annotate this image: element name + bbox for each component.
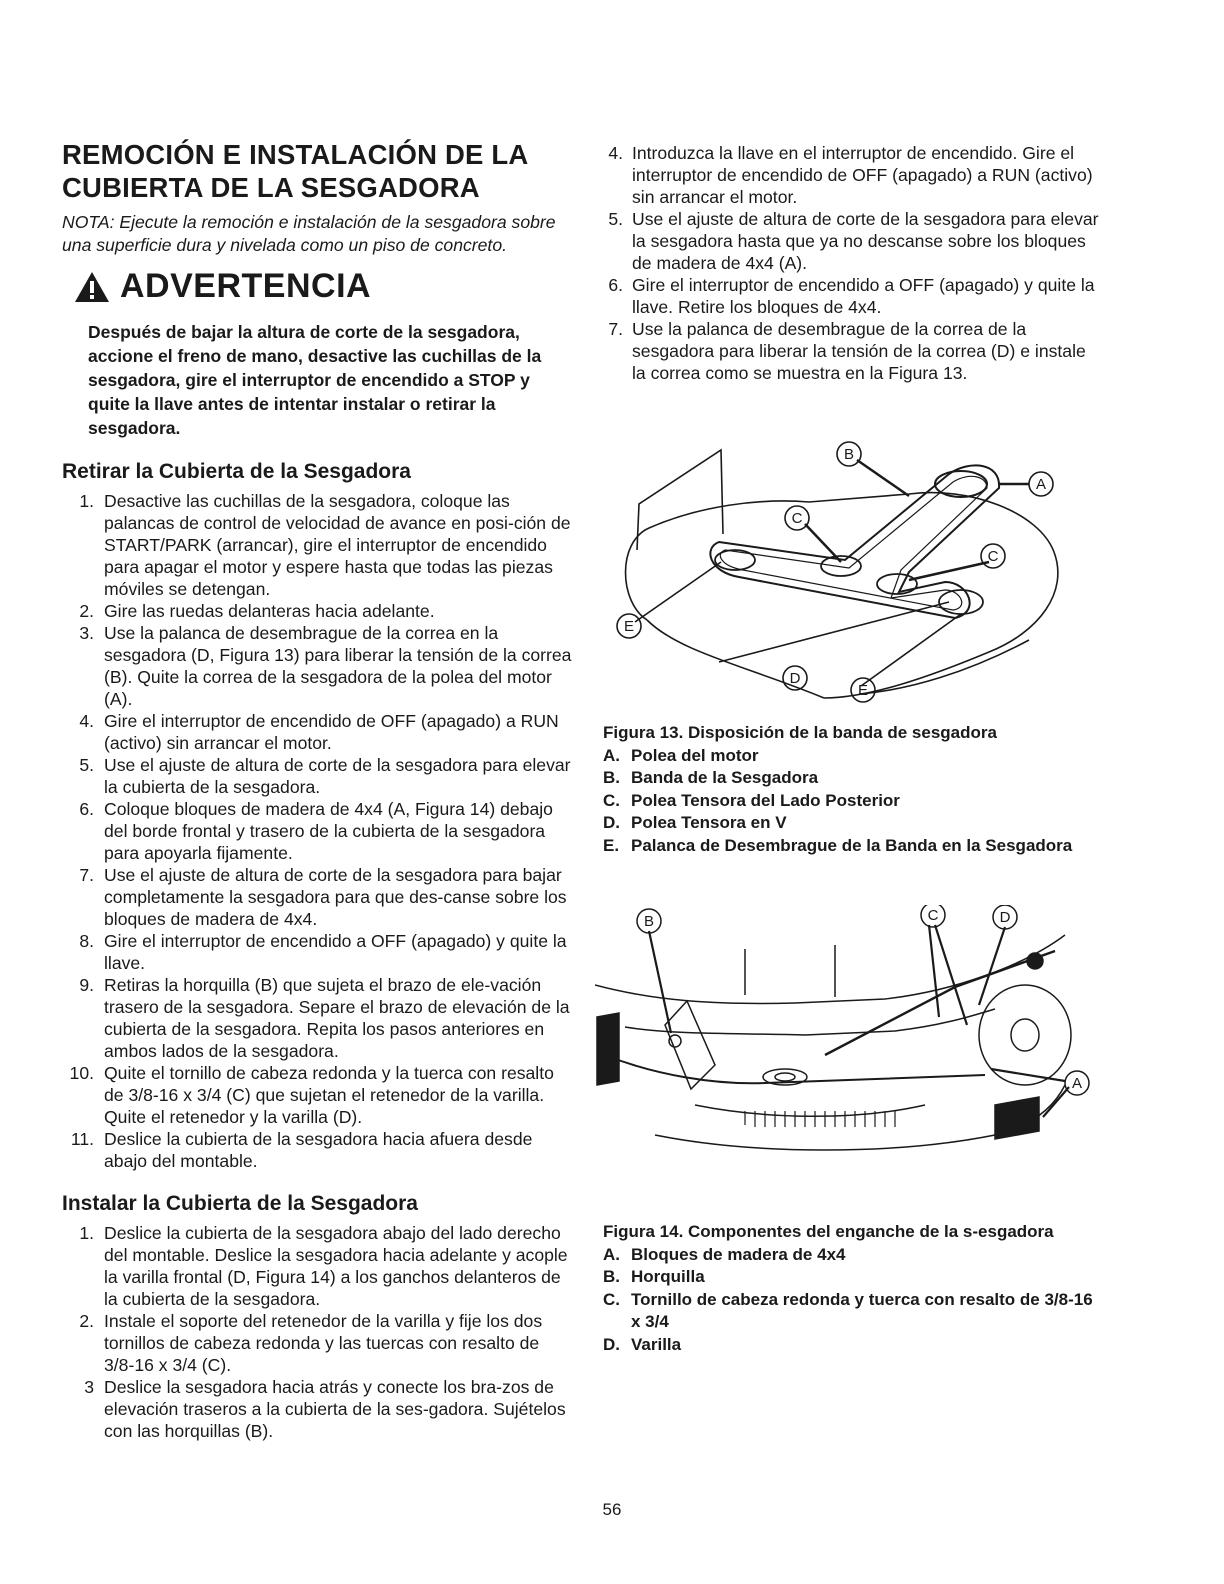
- list-item: 4. Gire el interruptor de encendido de OFF (apagado) a RUN (activo) sin arrancar el motor.: [79, 711, 559, 753]
- list-item: 9. Retiras la horquilla (B) que sujeta el brazo de ele-vación trasero de la sesgadora. Separe el brazo de elevación de la cubierta de la sesgadora. Repita los pasos anteriores en ambos lados de la sesgadora.: [79, 975, 570, 1061]
- left-column: [62, 138, 574, 1442]
- instalar-steps-continued: [603, 142, 1103, 384]
- list-item: D. Polea Tensora en V: [603, 813, 787, 832]
- figure-13-legend: [603, 745, 1103, 858]
- page-title: REMOCIÓN E INSTALACIÓN DE LA CUBIERTA DE LA SESGADORA: [62, 139, 528, 203]
- fig14-callout-a: A: [1071, 1075, 1083, 1092]
- list-item: B. Banda de la Sesgadora: [603, 768, 819, 787]
- nota-text: NOTA: Ejecute la remoción e instalación de la sesgadora sobre una superficie dura y nivelada como un piso de concreto.: [62, 212, 556, 255]
- list-item: 10. Quite el tornillo de cabeza redonda y la tuerca con resalto de 3/8-16 x 3/4 (C) que sujetan el retenedor de la varilla. Quite el retenedor y la varilla (D).: [69, 1063, 554, 1127]
- list-item: 6. Coloque bloques de madera de 4x4 (A, Figura 14) debajo del borde frontal y trasero de la cubierta de la sesgadora para apoyarla fijamente.: [79, 799, 553, 863]
- figure-13-belt-diagram: [609, 422, 1089, 722]
- warning-text: Después de bajar la altura de corte de la sesgadora, accione el freno de mano, desactive las cuchillas de la sesgadora, gire el interruptor de encendido a STOP y quite la llave antes de intentar instalar o retirar la sesgadora.: [88, 322, 542, 438]
- list-item: 8. Gire el interruptor de encendido a OFF (apagado) y quite la llave.: [79, 931, 567, 973]
- list-item: E. Palanca de Desembrague de la Banda en la Sesgadora: [603, 835, 1073, 855]
- instalar-heading: Instalar la Cubierta de la Sesgadora: [62, 1192, 418, 1215]
- list-item: 2. Gire las ruedas delanteras hacia adelante.: [79, 601, 435, 621]
- page-number: 56: [602, 1500, 622, 1519]
- list-item: C. Tornillo de cabeza redonda y tuerca con resalto de 3/8-16 x 3/4: [603, 1289, 1093, 1331]
- list-item: 3. Use la palanca de desembrague de la correa en la sesgadora (D, Figura 13) para liberar la tensión de la correa (B). Quite la correa de la sesgadora de la polea del motor (A).: [79, 623, 572, 709]
- fig13-callout-c2: C: [791, 510, 803, 527]
- list-item: 3 Deslice la sesgadora hacia atrás y conecte los bra-zos de elevación traseros a la cubierta de la ses-gadora. Sujételos con las horquillas (B).: [84, 1377, 566, 1441]
- list-item: 5. Use el ajuste de altura de corte de la sesgadora para elevar la sesgadora hasta que ya no descanse sobre los bloques de madera de 4x4 (A).: [608, 209, 1099, 273]
- list-item: 7. Use el ajuste de altura de corte de la sesgadora para bajar completamente la sesgadora para que des-canse sobre los bloques de madera de 4x4.: [79, 865, 567, 929]
- list-item: A. Bloques de madera de 4x4: [603, 1244, 846, 1264]
- list-item: 2. Instale el soporte del retenedor de la varilla y fije los dos tornillos de cabeza redonda y las tuercas con resalto de 3/8-16 x 3/4 (C).: [79, 1311, 543, 1375]
- figure-13-caption: Figura 13. Disposición de la banda de sesgadora: [603, 723, 997, 742]
- warning-title: ADVERTENCIA: [120, 267, 372, 305]
- list-item: 7. Use la palanca de desembrague de la correa de la sesgadora para liberar la tensión de la correa (D) e instale la correa como se muestra en la Figura 13.: [608, 319, 1086, 383]
- figure-14-legend: [603, 1244, 1103, 1357]
- warning-header: [74, 267, 574, 306]
- list-item: 11. Deslice la cubierta de la sesgadora hacia afuera desde abajo del montable.: [70, 1129, 533, 1171]
- fig13-callout-a: A: [1035, 476, 1047, 493]
- list-item: 5. Use el ajuste de altura de corte de la sesgadora para elevar la cubierta de la sesgadora.: [79, 755, 571, 797]
- list-item: 6. Gire el interruptor de encendido a OFF (apagado) y quite la llave. Retire los bloques de 4x4.: [608, 275, 1095, 317]
- list-item: B. Horquilla: [603, 1267, 705, 1286]
- list-item: A. Polea del motor: [603, 745, 759, 765]
- fig14-callout-c: C: [927, 907, 939, 924]
- warning-triangle-icon: [74, 271, 110, 303]
- fig13-callout-b: B: [843, 446, 855, 463]
- fig14-callout-b: B: [643, 913, 655, 930]
- fig14-callout-d: D: [999, 909, 1011, 926]
- right-column: [603, 142, 1103, 1356]
- fig13-callout-e: E: [623, 618, 635, 635]
- list-item: C. Polea Tensora del Lado Posterior: [603, 790, 900, 810]
- fig13-callout-d: D: [789, 670, 801, 687]
- list-item: 4. Introduzca la llave en el interruptor de encendido. Gire el interruptor de encendido de OFF (apagado) a RUN (activo) sin arrancar el motor.: [608, 143, 1093, 207]
- fig13-callout-e2: E: [857, 682, 869, 699]
- fig13-callout-c: C: [987, 548, 999, 565]
- retirar-heading: Retirar la Cubierta de la Sesgadora: [62, 460, 411, 483]
- figure-14-hitch-photo: [595, 905, 1095, 1215]
- list-item: 1. Deslice la cubierta de la sesgadora abajo del lado derecho del montable. Deslice la sesgadora hacia adelante y acople la varilla frontal (D, Figura 14) a los ganchos delanteros de la cubierta de la sesgadora.: [79, 1223, 568, 1309]
- figure-14-caption: Figura 14. Componentes del enganche de la s-esgadora: [603, 1222, 1054, 1241]
- list-item: 1. Desactive las cuchillas de la sesgadora, coloque las palancas de control de velocidad de avance en posi-ción de START/PARK (arrancar), gire el interruptor de encendido para apagar el motor y espere hasta que todas las piezas móviles se detengan.: [79, 491, 571, 599]
- retirar-steps: [62, 490, 574, 1172]
- instalar-steps: [62, 1222, 574, 1442]
- list-item: D. Varilla: [603, 1334, 682, 1354]
